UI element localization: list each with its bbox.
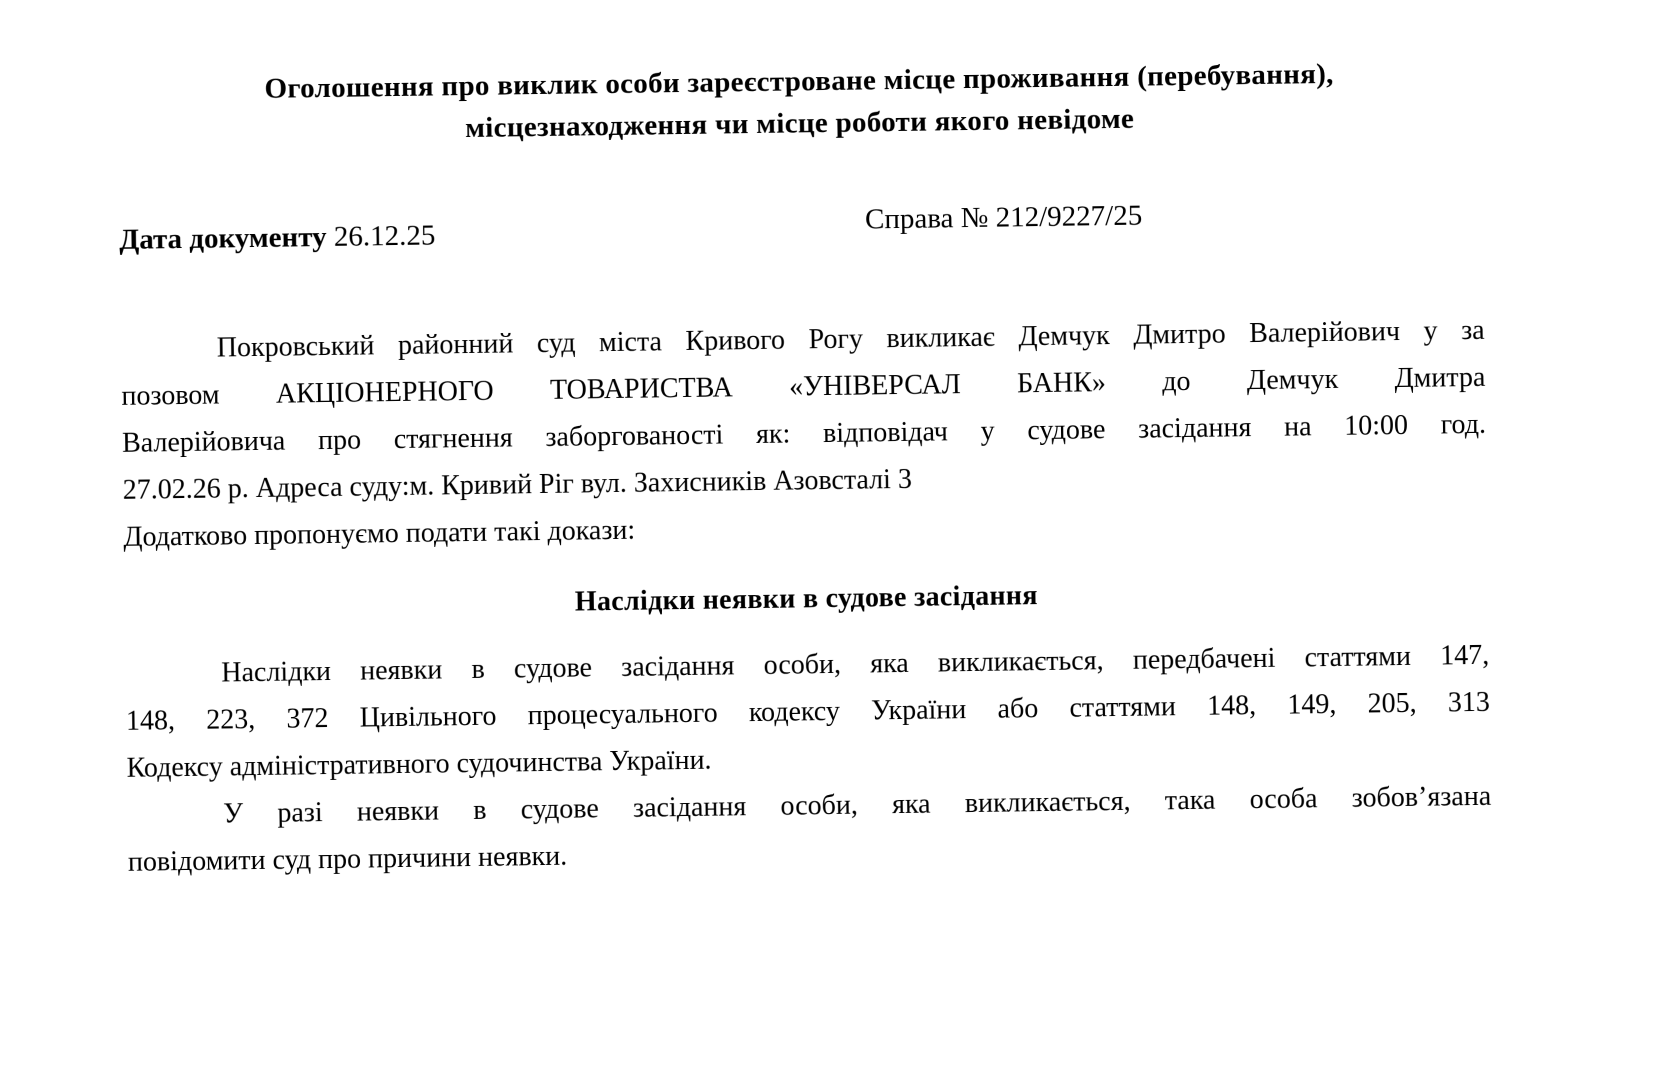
document-title (117, 51, 1482, 154)
document-title-line-2: місцезнаходження чи місце роботи якого невідоме (464, 102, 1135, 145)
paragraph-line: Кодексу адміністративного судочинства України. (126, 744, 712, 784)
paragraph-line: Додатково пропонуємо подати такі докази: (123, 514, 636, 553)
paragraph-line: Валерійовича про стягнення заборгованості як: відповідач у судове засідання на 10:00 год. (121, 408, 1487, 459)
paragraph-line: Наслідки неявки в судове засідання особи, яка викликається, передбачені статтями 147, (221, 639, 1490, 689)
case-number (865, 200, 1143, 237)
paragraph-line: 27.02.26 р. Адреса суду:м. Кривий Ріг вул. Захисників Азовсталі 3 (122, 463, 913, 506)
section-heading: Наслідки неявки в судове засідання (574, 580, 1038, 618)
case-number-label: Справа № (864, 201, 989, 236)
document-meta-row (119, 201, 1483, 264)
paragraph-line: 148, 223, 372 Цивільного процесуального кодексу України або статтями 148, 149, 205, 313 (125, 686, 1491, 737)
document-title-line-1: Оголошення про виклик особи зареєстроване місце проживання (перебування), (264, 57, 1334, 105)
case-number-value: 212/9227/25 (995, 199, 1143, 234)
paragraph-line: позовом АКЦІОНЕРНОГО ТОВАРИСТВА «УНІВЕРСАЛ БАНК» до Демчук Дмитра (121, 361, 1486, 412)
paragraph-line: Покровський районний суд міста Кривого Рогу викликає Демчук Дмитро Валерійович у за (216, 314, 1485, 364)
document-date-label: Дата документу (119, 220, 327, 256)
document-date-value: 26.12.25 (333, 219, 436, 253)
consequences-paragraph (125, 632, 1491, 792)
summons-paragraph (120, 307, 1487, 561)
paragraph-line: повідомити суд про причини неявки. (127, 840, 568, 878)
document-body (120, 307, 1492, 886)
obligation-paragraph (127, 773, 1492, 886)
document-date (119, 219, 436, 256)
paragraph-line: У разі неявки в судове засідання особи, яка викликається, така особа зобов’язана (223, 780, 1492, 830)
